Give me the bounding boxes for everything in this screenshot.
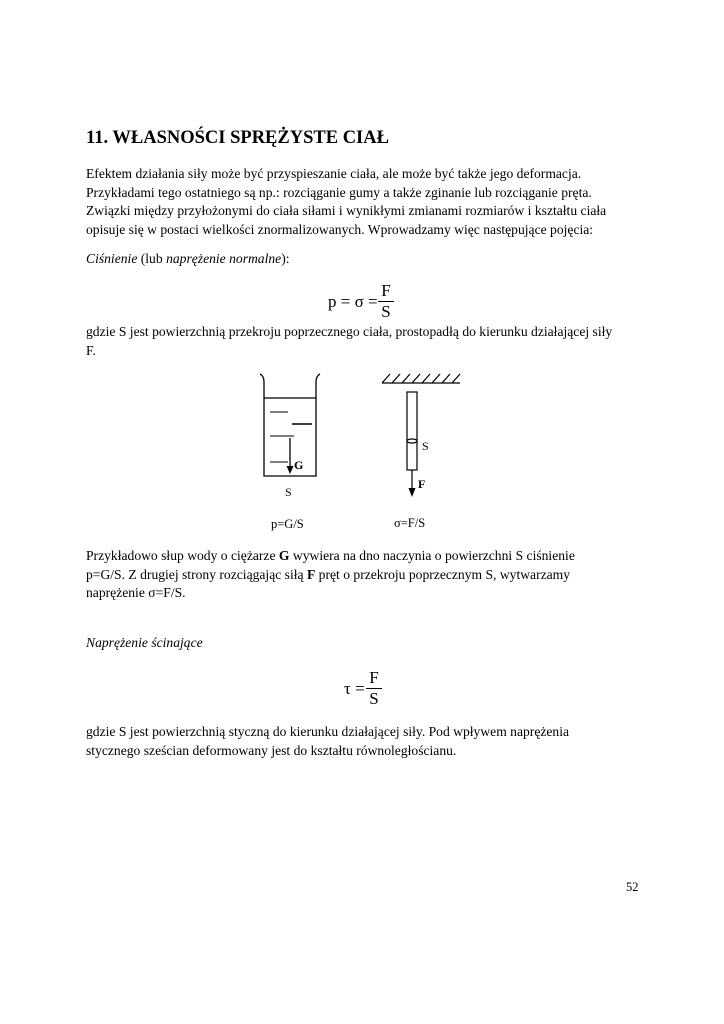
pressure-close: ): <box>281 251 290 266</box>
fraction-denominator: S <box>369 689 379 708</box>
example-text: naprężenie σ=F/S. <box>86 585 186 601</box>
note-line: F. <box>86 342 96 358</box>
water-vessel-diagram <box>260 374 320 476</box>
rod-caption: σ=F/S <box>394 516 426 530</box>
fraction-denominator: S <box>381 302 391 321</box>
intro-line: Przykładami tego ostatniego są np.: rozciąganie gumy a także zginanie lub rozciąganie pręta. <box>86 184 592 200</box>
shear-formula-note <box>86 723 646 760</box>
intro-line: Efektem działania siły może być przyspieszanie ciała, ale może być także jego deformacja. <box>86 166 582 181</box>
shear-formula-lhs: τ = <box>344 679 365 698</box>
example-text: wywiera na dno naczynia o powierzchni S ciśnienie <box>289 548 575 563</box>
example-text: p=G/S. Z drugiej strony rozciągając siłą <box>86 566 307 582</box>
example-text: pręt o przekroju poprzecznym S, wytwarzamy <box>315 566 571 582</box>
note-line: gdzie S jest powierzchnią przekroju poprzecznego ciała, prostopadłą do kierunku działającej siły <box>86 324 613 339</box>
shear-heading <box>86 634 646 653</box>
pressure-formula-note <box>86 323 646 360</box>
intro-line: Związki między przyłożonymi do ciała siłami i wynikłymi zmianami rozmiarów i kształtu ciała <box>86 203 607 219</box>
weight-arrow-head <box>287 466 294 474</box>
force-symbol: F <box>306 566 316 582</box>
rod-area-label: S <box>422 439 429 453</box>
note-line: gdzie S jest powierzchnią styczną do kierunku działającej siły. Pod wpływem naprężenia <box>86 724 570 739</box>
stress-figure <box>240 368 480 538</box>
weight-label: G <box>294 458 304 472</box>
rod-force-arrow-head <box>409 488 416 497</box>
note-line: stycznego sześcian deformowany jest do kształtu równoległościanu. <box>86 742 457 758</box>
pressure-formula-fraction <box>377 281 395 322</box>
example-text: Przykładowo słup wody o ciężarze <box>86 548 279 563</box>
rod-force-label: F <box>418 477 426 491</box>
intro-paragraph <box>86 165 646 239</box>
example-paragraph <box>86 547 646 603</box>
pressure-heading <box>86 250 646 269</box>
pressure-formula-lhs: p = σ = <box>328 292 378 311</box>
pressure-term: Ciśnienie <box>86 251 138 266</box>
shear-term: Naprężenie ścinające <box>86 635 203 650</box>
fraction-numerator: F <box>369 668 379 687</box>
weight-symbol: G <box>278 548 290 563</box>
fraction-numerator: F <box>381 281 391 300</box>
rod-diagram <box>407 392 417 490</box>
ceiling-support <box>382 374 460 383</box>
shear-formula-fraction <box>365 668 383 709</box>
vessel-caption: p=G/S <box>271 517 304 531</box>
normal-stress-term: naprężenie normalne <box>166 251 282 266</box>
vessel-area-label: S <box>285 485 292 499</box>
intro-line: opisuje się w postaci wielkości znormalizowanych. Wprowadzamy więc następujące pojęcia: <box>86 221 594 237</box>
pressure-open: (lub <box>137 251 167 266</box>
chapter-title: 11. WŁASNOŚCI SPRĘŻYSTE CIAŁ <box>86 128 389 148</box>
page-number: 52 <box>626 880 639 894</box>
